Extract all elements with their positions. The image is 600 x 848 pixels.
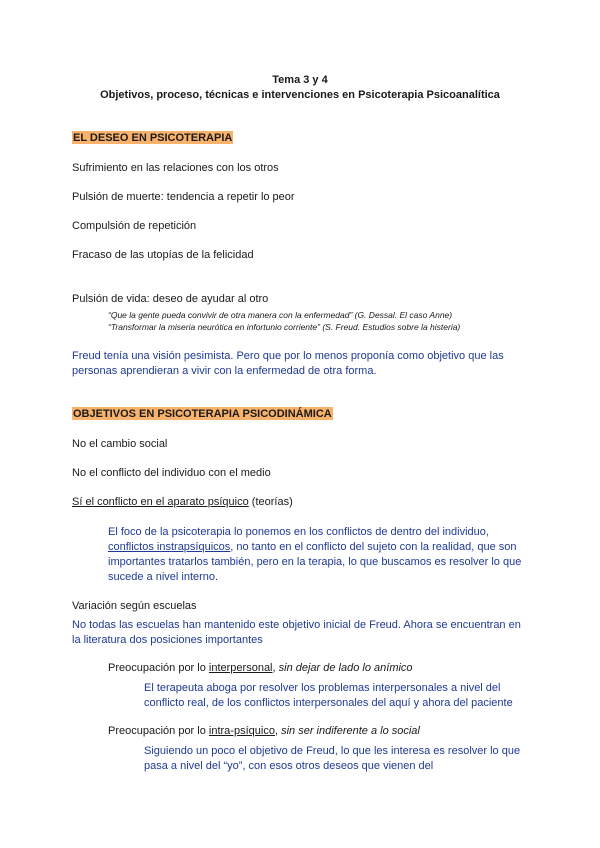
italic-text: sin dejar de lado lo anímico	[278, 662, 413, 674]
note-line: El terapeuta aboga por resolver los problemas interpersonales a nivel del	[144, 682, 501, 694]
note-line: Siguiendo un poco el objetivo de Freud, lo que les interesa es resolver lo que	[144, 745, 521, 757]
section-heading-deseo	[72, 131, 233, 145]
underlined-text: conflictos instrapsíquicos	[108, 541, 231, 553]
list-item	[72, 495, 293, 509]
note-line: la literatura dos posiciones importantes	[72, 634, 263, 646]
note-line: El foco de la psicoterapia lo ponemos en los conflictos de dentro del individuo,	[108, 526, 489, 538]
note-line: conflicto real, de los conflictos interpersonales del aquí y ahora del paciente	[144, 697, 513, 709]
highlighted-heading: EL DESEO EN PSICOTERAPIA	[73, 132, 233, 144]
list-item: Pulsión de muerte: tendencia a repetir lo peor	[72, 191, 295, 203]
italic-text: sin ser indiferente a lo social	[281, 725, 420, 737]
quote-freud: “Transformar la miseria neurótica en infortunio corriente” (S. Freud. Estudios sobre la histeria)	[108, 322, 461, 332]
quote-dessal: “Que la gente pueda convivir de otra manera con la enfermedad” (G. Dessal. El caso Anne)	[108, 310, 453, 320]
document-title: Objetivos, proceso, técnicas e intervenciones en Psicoterapia Psicoanalítica	[100, 89, 500, 101]
list-item: Sufrimiento en las relaciones con los otros	[72, 162, 279, 174]
note-line: pasa a nivel del “yo”, con esos otros deseos que vienen del	[144, 760, 434, 772]
position-interpersonal	[108, 661, 413, 675]
plain-text: Preocupación por lo	[108, 725, 209, 737]
note-line	[108, 540, 516, 554]
list-item: Compulsión de repetición	[72, 220, 197, 232]
underlined-text: intra-psíquico	[208, 725, 275, 737]
note-line: importantes tratarlos también, pero en la terapia, lo que buscamos es resolver lo que	[108, 556, 522, 568]
plain-text: ,	[274, 725, 282, 737]
note-line: Freud tenía una visión pesimista. Pero que por lo menos proponía como objetivo que las	[72, 350, 504, 362]
list-item: Fracaso de las utopías de la felicidad	[72, 249, 254, 261]
plain-text: Preocupación por lo	[108, 662, 209, 674]
list-item: Pulsión de vida: deseo de ayudar al otro	[72, 293, 269, 305]
list-item: No el cambio social	[72, 438, 168, 450]
list-item: No el conflicto del individuo con el medio	[72, 467, 271, 479]
plain-text: , no tanto en el conflicto del sujeto con la realidad, que son	[230, 541, 517, 553]
subheading-variacion: Variación según escuelas	[72, 600, 197, 612]
plain-text: ,	[272, 662, 279, 674]
document-topic-number: Tema 3 y 4	[272, 74, 328, 86]
section-heading-objetivos	[72, 407, 333, 421]
underlined-text: Sí el conflicto en el aparato psíquico	[72, 496, 249, 508]
plain-text: (teorías)	[248, 496, 293, 508]
note-line: sucede a nivel interno.	[108, 571, 219, 583]
position-intrapsiquico	[108, 724, 420, 738]
note-line: No todas las escuelas han mantenido este objetivo inicial de Freud. Ahora se encuentran en	[72, 619, 521, 631]
underlined-text: interpersonal	[208, 662, 273, 674]
highlighted-heading: OBJETIVOS EN PSICOTERAPIA PSICODINÁMICA	[73, 408, 332, 420]
note-line: personas aprendieran a vivir con la enfermedad de otra forma.	[72, 365, 377, 377]
